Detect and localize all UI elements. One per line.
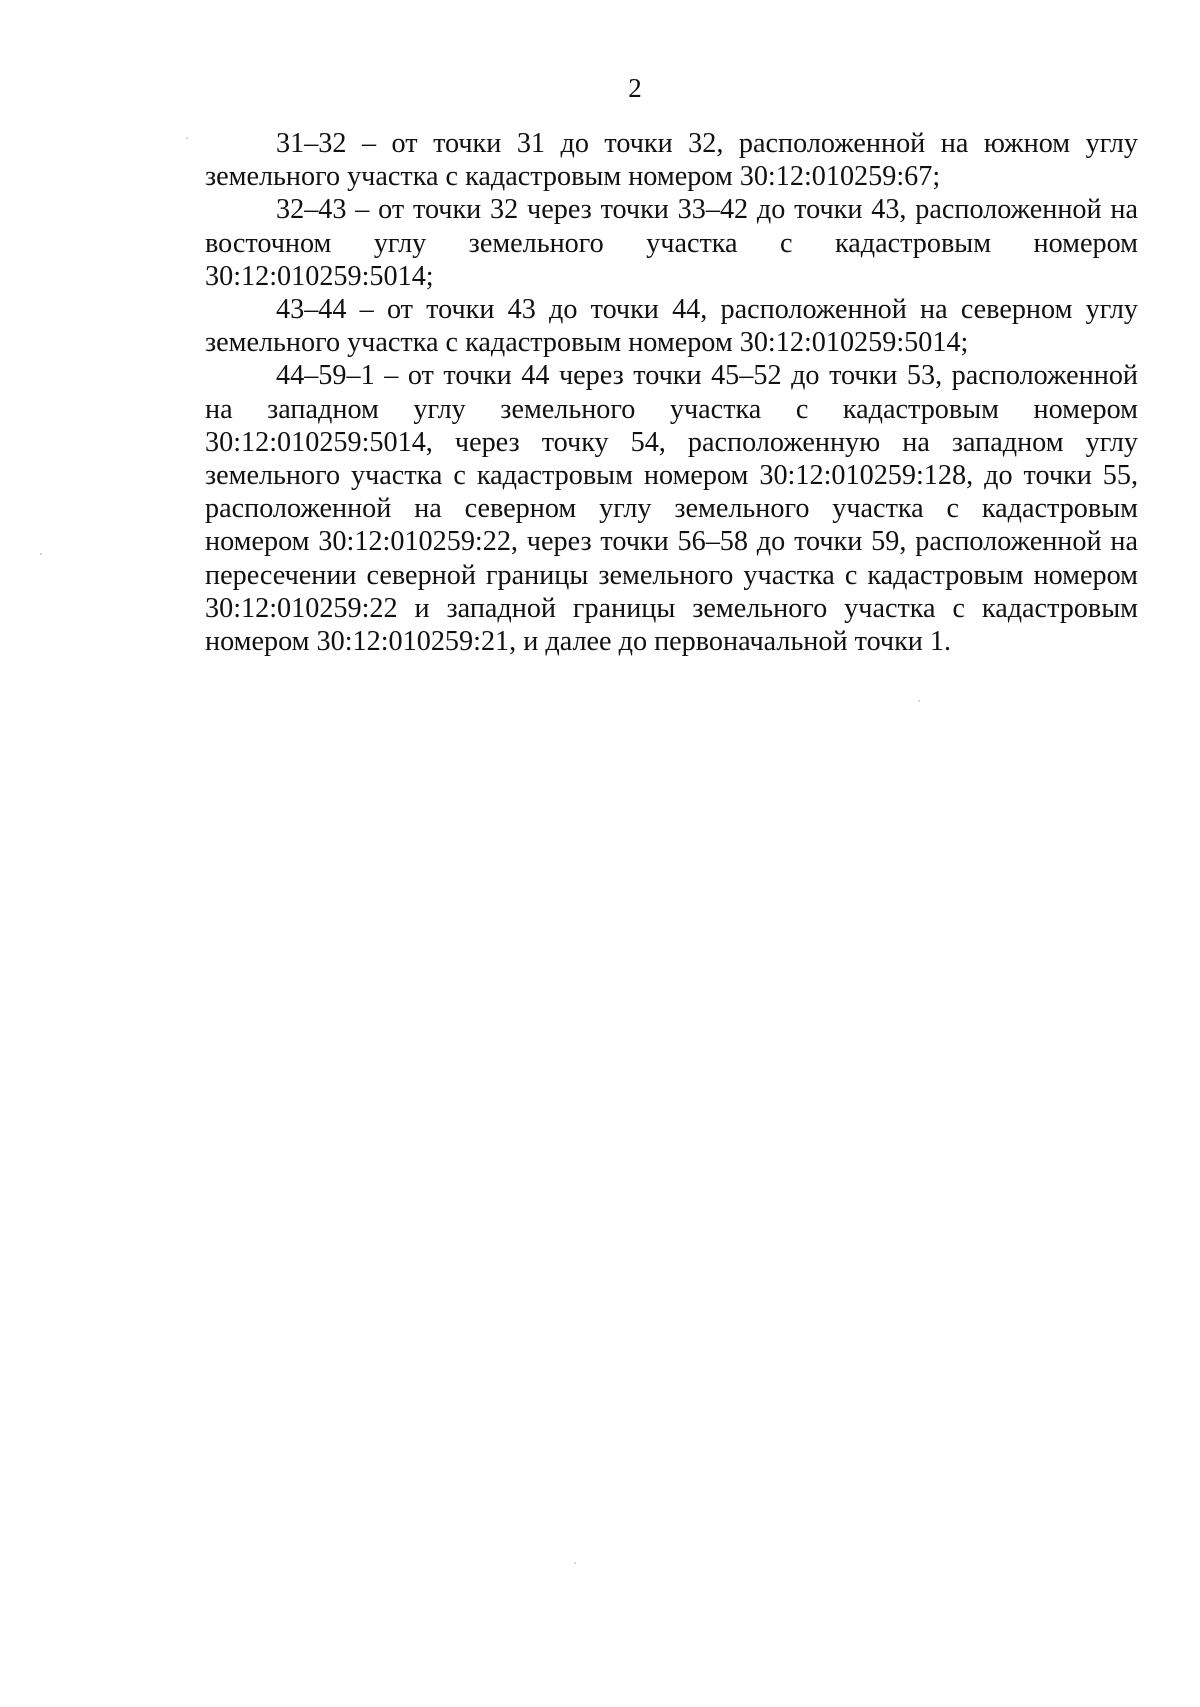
document-body [205, 127, 1138, 658]
scan-speck [918, 700, 920, 702]
scan-speck [40, 553, 42, 555]
boundary-paragraph-44-59-1: 44–59–1 – от точки 44 через точки 45–52 до точки 53, расположенной на западном углу земельного участка с кадастровым номером 30:12:010259:5014, через точку 54, расположенную на западном углу земельного участка с кадастровым номером 30:12:010259:128, до точки 55, расположенной на северном углу земельного участка с кадастровым номером 30:12:010259:22, через точки 56–58 до точки 59, расположенной на пересечении северной границы земельного участка с кадастровым номером 30:12:010259:22 и западной границы земельного участка с кадастровым номером 30:12:010259:21, и далее до первоначальной точки 1. [205, 360, 1138, 658]
boundary-paragraph-43-44: 43–44 – от точки 43 до точки 44, расположенной на северном углу земельного участка с кадастровым номером 30:12:010259:5014; [205, 294, 1138, 359]
boundary-paragraph-32-43: 32–43 – от точки 32 через точки 33–42 до точки 43, расположенной на восточном углу земельного участка с кадастровым номером 30:12:010259:5014; [205, 194, 1138, 292]
scan-speck [186, 137, 188, 139]
scan-speck [574, 1562, 576, 1564]
page-number: 2 [628, 73, 642, 103]
boundary-paragraph-31-32: 31–32 – от точки 31 до точки 32, расположенной на южном углу земельного участка с кадастровым номером 30:12:010259:67; [205, 128, 1138, 193]
